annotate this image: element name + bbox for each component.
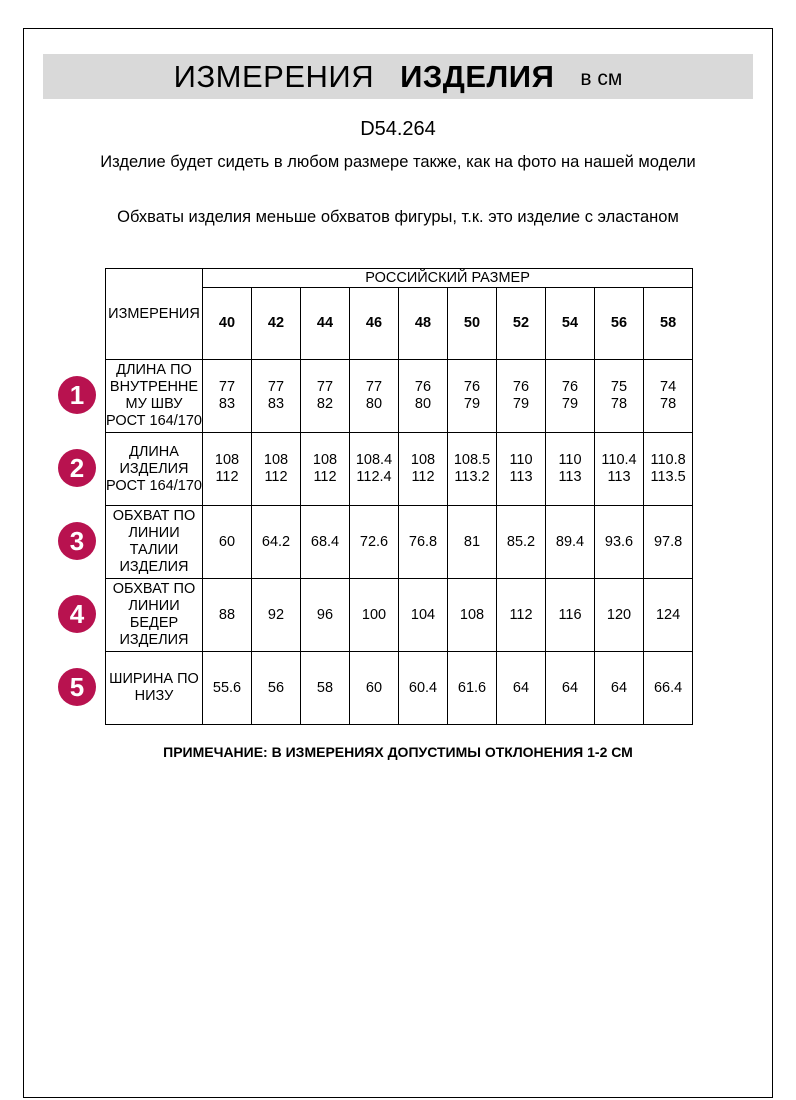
cell-value: 66.4 [653, 679, 683, 696]
cell-value: 60.4 [408, 679, 438, 696]
cell-value: 104 [410, 606, 436, 623]
value-cell [399, 360, 448, 433]
value-cell [448, 360, 497, 433]
cell-value: 76 [512, 379, 530, 395]
value-cell [595, 433, 644, 506]
row-label: ОБХВАТ ПО ЛИНИИ БЕДЕР ИЗДЕЛИЯ [106, 579, 203, 652]
value-cell [301, 360, 350, 433]
value-cell [448, 652, 497, 725]
value-cell [595, 360, 644, 433]
value-cell [644, 506, 693, 579]
cell-value: 74 [660, 379, 677, 395]
cell-value: 68.4 [310, 533, 340, 550]
size-header-48: 48 [399, 288, 448, 360]
cell-value: 88 [218, 606, 236, 623]
cell-value: 110 [509, 452, 533, 468]
value-cell [546, 360, 595, 433]
value-cell [497, 506, 546, 579]
cell-value: 113.2 [454, 469, 490, 485]
size-header-52: 52 [497, 288, 546, 360]
cell-value: 76 [414, 379, 432, 395]
cell-value: 77 [267, 379, 285, 395]
cell-value: 75 [610, 379, 628, 395]
row-number-badge: 1 [58, 376, 96, 414]
cell-value: 108 [459, 606, 485, 623]
value-cell [252, 652, 301, 725]
cell-value: 108 [410, 452, 436, 468]
cell-value: 108 [263, 452, 289, 468]
value-cell [595, 652, 644, 725]
cell-value: 89.4 [555, 533, 585, 550]
cell-value: 85.2 [506, 533, 536, 550]
size-header-44: 44 [301, 288, 350, 360]
value-cell [497, 360, 546, 433]
value-cell [595, 506, 644, 579]
cell-value: 60 [365, 679, 383, 696]
value-cell [252, 506, 301, 579]
cell-value: 58 [316, 679, 334, 696]
cell-value: 113 [558, 469, 582, 485]
value-cell [350, 506, 399, 579]
russian-size-header: РОССИЙСКИЙ РАЗМЕР [203, 269, 693, 288]
table-row [106, 579, 693, 652]
value-cell [644, 579, 693, 652]
cell-value: 64 [512, 679, 530, 696]
cell-value: 56 [267, 679, 285, 696]
cell-value: 82 [316, 396, 334, 412]
cell-value: 112 [215, 469, 239, 485]
value-cell [399, 579, 448, 652]
cell-value: 113 [509, 469, 533, 485]
cell-value: 76 [561, 379, 579, 395]
cell-value: 76.8 [408, 533, 438, 550]
title-regular: ИЗМЕРЕНИЯ [173, 58, 375, 94]
cell-value: 116 [558, 606, 582, 623]
row-label: ОБХВАТ ПО ЛИНИИ ТАЛИИ ИЗДЕЛИЯ [106, 506, 203, 579]
cell-value: 78 [660, 396, 677, 412]
value-cell [203, 360, 252, 433]
cell-value: 110 [558, 452, 582, 468]
row-number-badge: 4 [58, 595, 96, 633]
row-number-badge: 2 [58, 449, 96, 487]
value-cell [203, 652, 252, 725]
cell-value: 92 [267, 606, 285, 623]
measurements-header: ИЗМЕРЕНИЯ [106, 269, 203, 360]
value-cell [595, 579, 644, 652]
cell-value: 61.6 [457, 679, 487, 696]
cell-value: 55.6 [212, 679, 242, 696]
cell-value: 108.4 [355, 452, 393, 468]
cell-value: 108 [214, 452, 240, 468]
value-cell [252, 360, 301, 433]
value-cell [448, 433, 497, 506]
value-cell [399, 433, 448, 506]
value-cell [301, 579, 350, 652]
cell-value: 64.2 [261, 533, 291, 550]
tolerance-remark: ПРИМЕЧАНИЕ: В ИЗМЕРЕНИЯХ ДОПУСТИМЫ ОТКЛОНЕНИЯ 1-2 СМ [163, 744, 633, 760]
value-cell [546, 433, 595, 506]
cell-value: 83 [267, 396, 285, 412]
cell-value: 79 [561, 396, 579, 412]
cell-value: 110.4 [601, 452, 637, 468]
cell-value: 100 [361, 606, 387, 623]
elastane-note: Обхваты изделия меньше обхватов фигуры, т.к. это изделие с эластаном [117, 208, 679, 226]
value-cell [350, 433, 399, 506]
title-bold: ИЗДЕЛИЯ [400, 58, 555, 94]
value-cell [497, 433, 546, 506]
cell-value: 108 [312, 452, 338, 468]
row-label: ДЛИНА ИЗДЕЛИЯ РОСТ 164/170 [106, 433, 203, 506]
fit-note: Изделие будет сидеть в любом размере также, как на фото на нашей модели [100, 153, 696, 171]
cell-value: 113 [607, 469, 631, 485]
cell-value: 79 [512, 396, 530, 412]
table-row [106, 433, 693, 506]
value-cell [301, 506, 350, 579]
value-cell [448, 506, 497, 579]
cell-value: 112 [411, 469, 435, 485]
value-cell [546, 506, 595, 579]
table-row [106, 360, 693, 433]
value-cell [644, 360, 693, 433]
row-number-badge: 5 [58, 668, 96, 706]
cell-value: 64 [561, 679, 579, 696]
cell-value: 80 [365, 396, 383, 412]
value-cell [448, 579, 497, 652]
value-cell [546, 652, 595, 725]
row-label: ДЛИНА ПО ВНУТРЕННЕ МУ ШВУ РОСТ 164/170 [106, 360, 203, 433]
title-banner [43, 54, 753, 99]
table-row [106, 506, 693, 579]
value-cell [644, 433, 693, 506]
cell-value: 76 [463, 379, 481, 395]
value-cell [399, 506, 448, 579]
cell-value: 96 [316, 606, 334, 623]
cell-value: 77 [365, 379, 383, 395]
value-cell [203, 433, 252, 506]
size-header-40: 40 [203, 288, 252, 360]
cell-value: 60 [218, 533, 236, 550]
cell-value: 64 [610, 679, 628, 696]
value-cell [252, 433, 301, 506]
value-cell [350, 579, 399, 652]
cell-value: 108.5 [453, 452, 491, 468]
cell-value: 77 [218, 379, 236, 395]
value-cell [203, 506, 252, 579]
cell-value: 72.6 [359, 533, 389, 550]
cell-value: 112.4 [356, 469, 392, 485]
value-cell [252, 579, 301, 652]
value-cell [350, 360, 399, 433]
cell-value: 120 [606, 606, 632, 623]
size-header-58: 58 [644, 288, 693, 360]
value-cell [644, 652, 693, 725]
cell-value: 112 [313, 469, 337, 485]
row-label: ШИРИНА ПО НИЗУ [106, 652, 203, 725]
cell-value: 112 [509, 606, 533, 623]
value-cell [301, 433, 350, 506]
cell-value: 113.5 [650, 469, 686, 485]
table-row [106, 652, 693, 725]
cell-value: 77 [316, 379, 334, 395]
cell-value: 124 [655, 606, 681, 623]
title-unit: в см [580, 66, 623, 90]
cell-value: 80 [414, 396, 432, 412]
value-cell [497, 652, 546, 725]
cell-value: 93.6 [604, 533, 634, 550]
value-cell [497, 579, 546, 652]
value-cell [399, 652, 448, 725]
size-header-54: 54 [546, 288, 595, 360]
cell-value: 79 [463, 396, 481, 412]
cell-value: 78 [610, 396, 628, 412]
value-cell [546, 579, 595, 652]
size-header-50: 50 [448, 288, 497, 360]
cell-value: 112 [264, 469, 288, 485]
value-cell [350, 652, 399, 725]
row-number-badge: 3 [58, 522, 96, 560]
product-code: D54.264 [360, 118, 436, 140]
cell-value: 83 [218, 396, 236, 412]
value-cell [301, 652, 350, 725]
size-table [105, 268, 693, 725]
value-cell [203, 579, 252, 652]
cell-value: 110.8 [650, 452, 686, 468]
cell-value: 81 [463, 533, 481, 550]
cell-value: 97.8 [653, 533, 683, 550]
size-header-46: 46 [350, 288, 399, 360]
size-header-42: 42 [252, 288, 301, 360]
size-header-56: 56 [595, 288, 644, 360]
